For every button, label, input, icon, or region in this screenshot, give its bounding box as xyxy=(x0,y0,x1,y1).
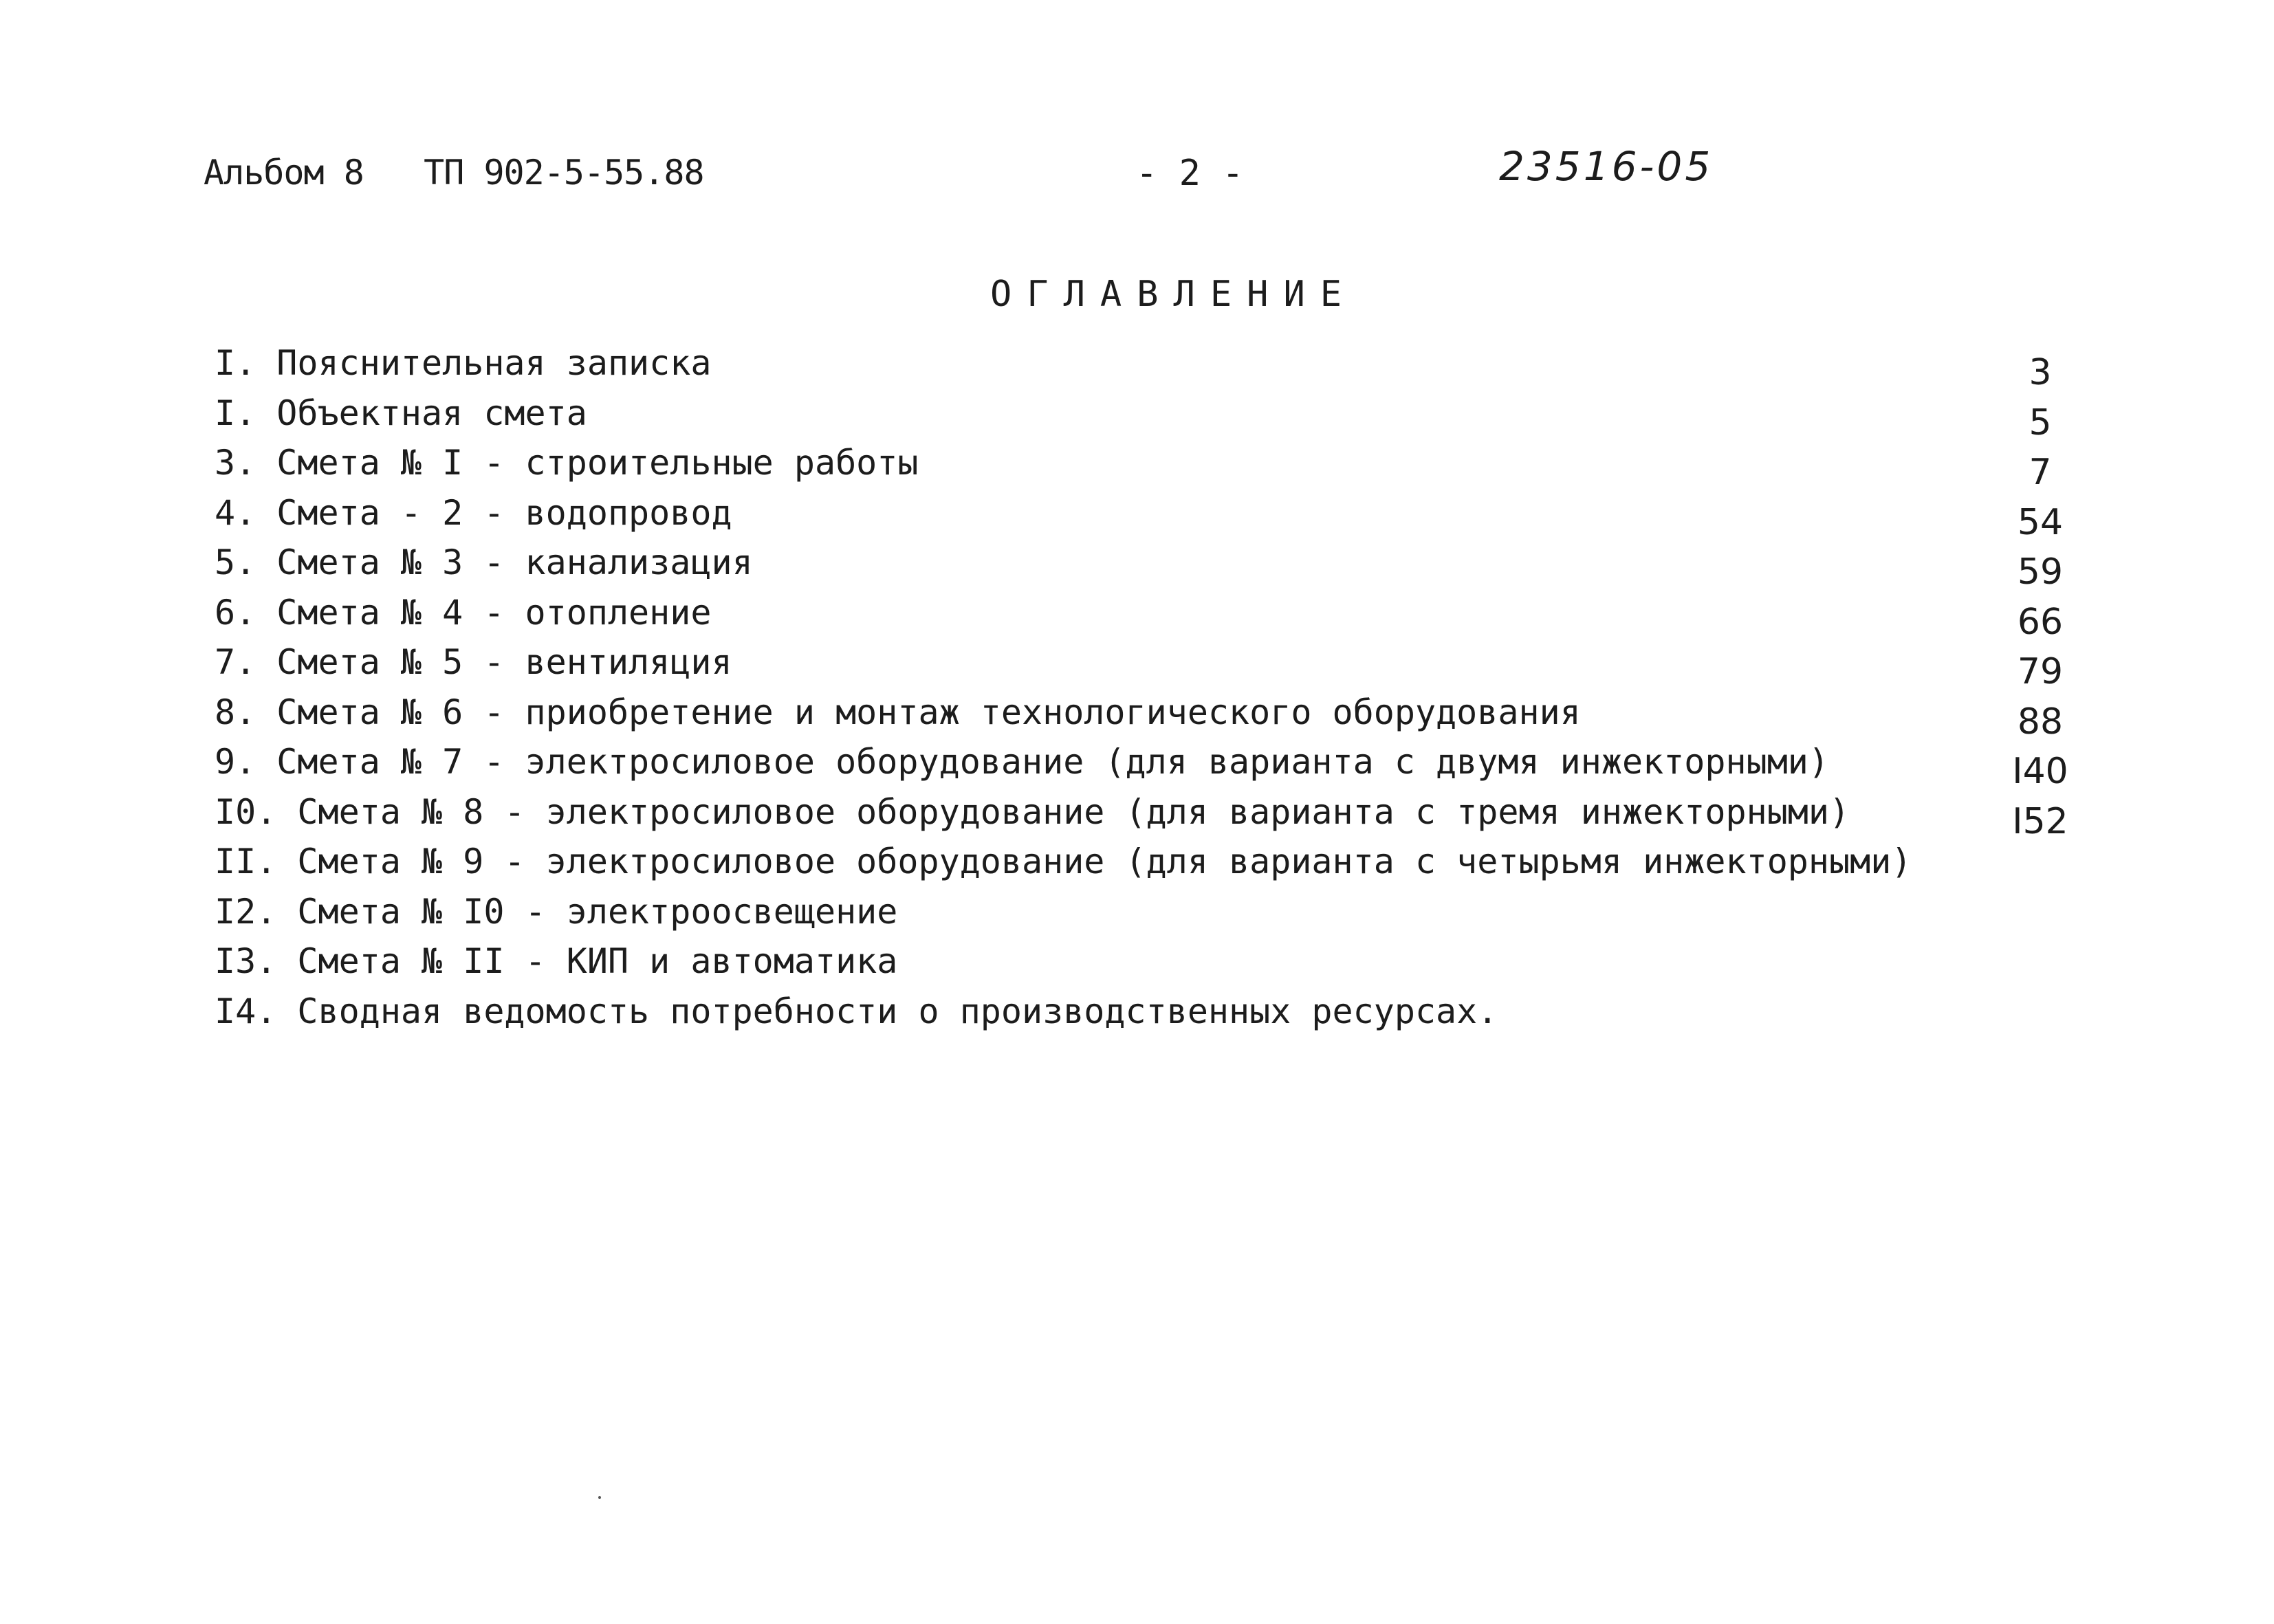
toc-item xyxy=(215,438,2085,493)
page-number: - 2 - xyxy=(1136,153,1244,194)
toc-item-text: I4. Сводная ведомость потребности о производственных ресурсах. xyxy=(215,991,1498,1031)
toc-item xyxy=(215,388,2085,443)
toc-item xyxy=(215,837,2085,887)
toc-item-page: 5 xyxy=(2029,402,2052,443)
toc-item-page: 54 xyxy=(2017,501,2064,543)
toc-item-text: 7. Смета № 5 - вентиляция xyxy=(215,642,732,682)
project-code: ТП 902-5-55.88 xyxy=(424,153,704,193)
album-label: Альбом 8 xyxy=(204,153,364,193)
toc-item-page: 79 xyxy=(2017,651,2064,692)
toc-item-text: I0. Смета № 8 - электросиловое оборудование (для варианта с тремя инжекторными) xyxy=(215,791,1850,832)
toc-item-text: 6. Смета № 4 - отопление xyxy=(215,592,712,633)
toc-item xyxy=(215,787,2085,842)
toc-item xyxy=(215,538,2085,593)
toc-item-page: 3 xyxy=(2029,352,2052,393)
toc-item xyxy=(215,737,2085,792)
toc-item-text: I3. Смета № II - КИП и автоматика xyxy=(215,941,898,981)
toc-item-page: I52 xyxy=(2012,800,2068,842)
toc-item xyxy=(215,338,2085,393)
toc-item xyxy=(215,987,2085,1037)
toc-item-text: 5. Смета № 3 - канализация xyxy=(215,542,753,582)
toc-item-text: I. Пояснительная записка xyxy=(215,343,712,383)
toc-item-text: II. Смета № 9 - электросиловое оборудование (для варианта с четырьмя инжекторными) xyxy=(215,842,1912,881)
toc-item xyxy=(215,488,2085,543)
toc-item xyxy=(215,588,2085,643)
toc-item-text: 9. Смета № 7 - электросиловое оборудование (для варианта с двумя инжекторными) xyxy=(215,742,1829,782)
toc-item-text: 3. Смета № I - строительные работы xyxy=(215,443,919,483)
toc-item-page: 88 xyxy=(2017,701,2064,743)
scan-speck xyxy=(598,1496,601,1499)
toc-item xyxy=(215,688,2085,743)
toc-item xyxy=(215,936,2085,987)
toc-item-text: 4. Смета - 2 - водопровод xyxy=(215,492,732,533)
toc-item-text: I2. Смета № I0 - электроосвещение xyxy=(215,891,898,932)
table-of-contents xyxy=(215,338,2085,1036)
toc-item-text: 8. Смета № 6 - приобретение и монтаж технологического оборудования xyxy=(215,692,1581,732)
handwritten-code: 23516-05 xyxy=(1499,143,1714,190)
toc-item xyxy=(215,887,2085,937)
toc-item-page: 7 xyxy=(2029,452,2052,493)
toc-item-page: 66 xyxy=(2017,601,2064,643)
header-album-project xyxy=(204,153,704,193)
toc-item-text: I. Объектная смета xyxy=(215,393,587,433)
page-title: ОГЛАВЛЕНИЕ xyxy=(990,274,1357,315)
toc-item-page: 59 xyxy=(2017,551,2064,593)
toc-item-page: I40 xyxy=(2012,751,2068,792)
toc-item xyxy=(215,637,2085,692)
